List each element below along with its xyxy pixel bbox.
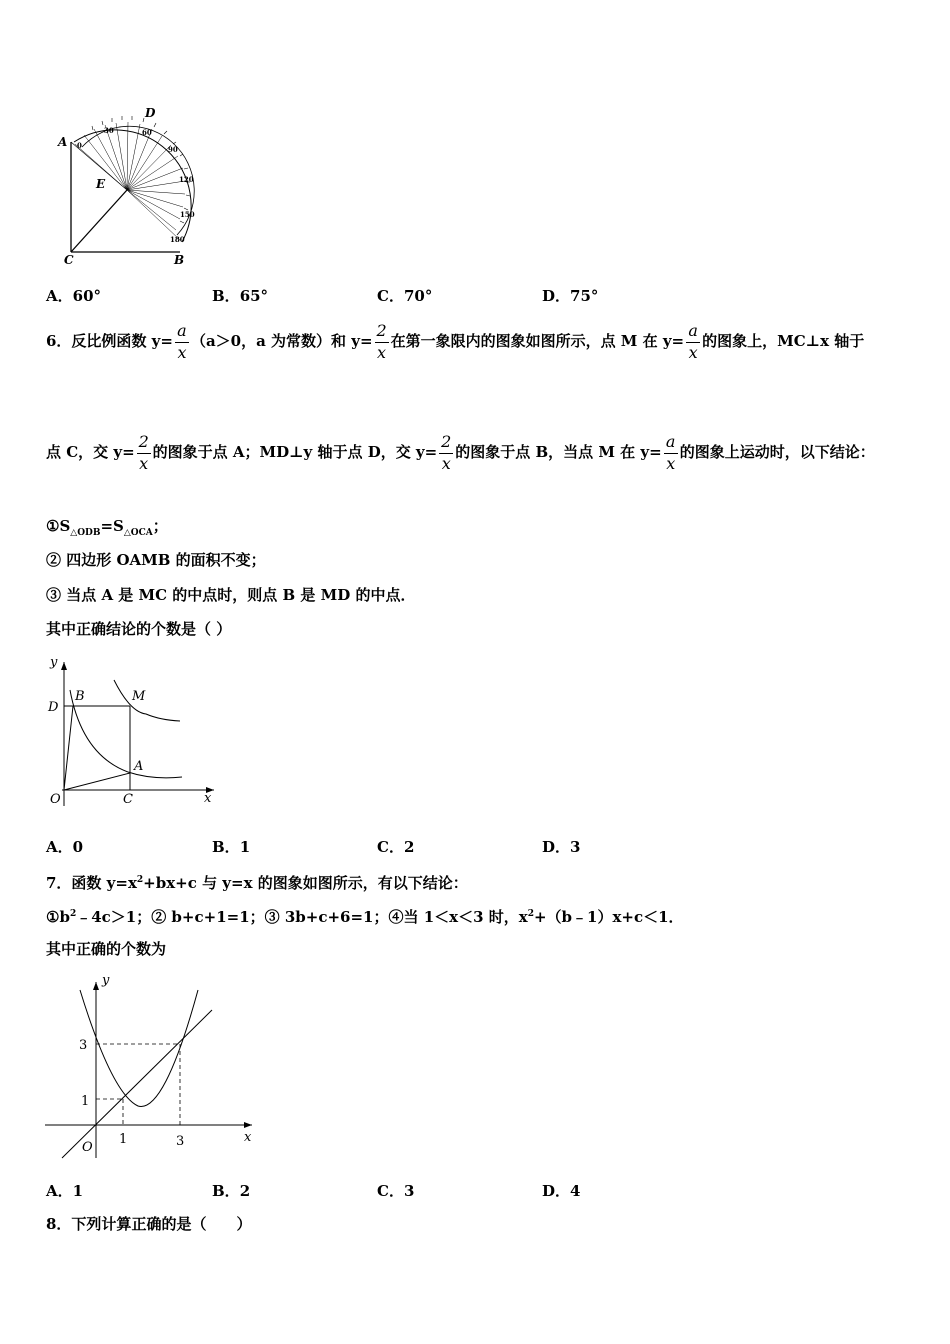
q7-conclusions	[46, 904, 684, 927]
option-b[interactable]	[212, 285, 268, 306]
origin-label: O	[82, 1140, 93, 1155]
point-label-C: C	[123, 792, 133, 807]
numerator: a	[688, 321, 698, 340]
option-letter: D．	[542, 1182, 571, 1200]
text: ﹣4c＞1；② b+c+1=1；③ 3b+c+6=1；④当 1＜x＜3 时，x	[76, 908, 528, 926]
point-label-C: C	[64, 253, 74, 267]
tick-label: 0	[77, 141, 82, 150]
option-value: 1	[239, 838, 251, 856]
point-label-E: E	[96, 177, 106, 191]
option-value: 4	[570, 1182, 581, 1200]
option-letter: D．	[542, 287, 571, 305]
superscript: 2	[136, 875, 144, 885]
option-c[interactable]	[377, 285, 432, 306]
option-letter: D．	[542, 838, 571, 856]
numerator: a	[177, 321, 187, 340]
point-label-M: M	[132, 689, 146, 704]
option-c[interactable]	[377, 1180, 414, 1201]
numerator: a	[665, 432, 676, 451]
text: 点 C，交 y=	[46, 443, 135, 461]
option-a[interactable]	[46, 285, 101, 306]
text: ①b	[46, 908, 70, 926]
q7-question: 其中正确的个数为	[46, 940, 167, 958]
point-label-D: D	[48, 700, 59, 715]
option-d[interactable]	[542, 836, 580, 857]
numerator: 2	[138, 432, 149, 451]
point-label-A: A	[58, 135, 68, 149]
q6-conclusion-1	[46, 516, 168, 543]
tick-label: 150	[180, 210, 195, 219]
numerator: 2	[441, 432, 452, 451]
denominator: x	[139, 454, 149, 473]
option-letter: C．	[377, 287, 404, 305]
option-letter: C．	[377, 838, 404, 856]
tick-label: 60	[142, 128, 152, 137]
q7-stem	[46, 870, 468, 893]
q6-stem-line1	[46, 322, 864, 362]
fraction	[664, 433, 678, 473]
option-c[interactable]	[377, 836, 414, 857]
text: 的图象于点 B，当点 M 在 y=	[455, 443, 662, 461]
option-letter: A．	[46, 1182, 73, 1200]
option-b[interactable]	[212, 836, 250, 857]
denominator: x	[177, 343, 187, 362]
superscript: 2	[527, 909, 534, 919]
text: ①S	[46, 517, 71, 535]
option-letter: A．	[46, 287, 73, 305]
fraction	[686, 322, 700, 362]
option-value: 3	[403, 1182, 415, 1200]
option-value: 0	[72, 838, 84, 856]
parabola-figure	[40, 968, 260, 1168]
q6-conclusion-2: ② 四边形 OAMB 的面积不变；	[46, 551, 266, 569]
text: （a＞0，a 为常数）和 y=	[190, 332, 373, 350]
text: +（b﹣1）x+c＜1．	[533, 908, 684, 926]
fraction	[375, 322, 389, 362]
text: 在第一象限内的图象如图所示，点 M 在 y=	[390, 332, 685, 350]
option-letter: B．	[212, 1182, 240, 1200]
tick-label: 120	[179, 175, 194, 184]
text: 的图象上，MC⊥x 轴于	[702, 332, 865, 350]
point-label-B: B	[75, 689, 85, 704]
denominator: x	[377, 343, 387, 362]
q6-question: 其中正确结论的个数是（ ）	[46, 620, 232, 638]
superscript: 2	[69, 909, 77, 919]
q8-stem: 8．下列计算正确的是（ ）	[46, 1215, 252, 1233]
text: 的图象上运动时，以下结论：	[679, 443, 875, 461]
axis-label-y: y	[102, 973, 110, 988]
option-value: 75°	[570, 287, 599, 305]
numerator: 2	[376, 321, 387, 340]
tick-label: 180	[170, 235, 185, 244]
fraction	[439, 433, 453, 473]
hyperbola-figure	[42, 650, 222, 810]
protractor-figure	[52, 100, 222, 270]
option-letter: B．	[212, 287, 240, 305]
text: =S	[100, 517, 124, 535]
option-letter: A．	[46, 838, 73, 856]
tick-label: 30	[104, 126, 114, 135]
text: 6．反比例函数 y=	[46, 332, 173, 350]
option-d[interactable]	[542, 1180, 580, 1201]
denominator: x	[441, 454, 451, 473]
q6-stem-line2	[46, 433, 875, 473]
axis-label-x: x	[244, 1130, 252, 1145]
point-label-D: D	[145, 106, 156, 120]
option-letter: C．	[377, 1182, 404, 1200]
text: 的图象于点 A；MD⊥y 轴于点 D，交 y=	[152, 443, 438, 461]
point-label-O: O	[50, 792, 61, 807]
denominator: x	[666, 454, 676, 473]
tick-label: 90	[168, 145, 178, 154]
text: +bx+c 与 y=x 的图象如图所示，有以下结论：	[143, 874, 468, 892]
option-value: 60°	[72, 287, 102, 305]
text: 7．函数 y=x	[46, 874, 137, 892]
tick-label-x1: 1	[119, 1132, 128, 1147]
point-label-B: B	[174, 253, 185, 267]
option-value: 3	[570, 838, 581, 856]
point-label-A: A	[134, 759, 144, 774]
axis-label-x: x	[204, 791, 212, 806]
option-b[interactable]	[212, 1180, 250, 1201]
fraction	[175, 322, 189, 362]
subscript: △OCA	[123, 528, 153, 538]
tick-label-y3: 3	[79, 1038, 88, 1053]
option-value: 1	[72, 1182, 84, 1200]
option-d[interactable]	[542, 285, 598, 306]
option-value: 70°	[403, 287, 433, 305]
option-value: 65°	[239, 287, 269, 305]
fraction	[137, 433, 151, 473]
text: ；	[152, 517, 168, 535]
subscript: △ODB	[70, 528, 101, 538]
option-letter: B．	[212, 838, 240, 856]
option-a[interactable]	[46, 1180, 83, 1201]
option-a[interactable]	[46, 836, 83, 857]
q6-conclusion-3: ③ 当点 A 是 MC 的中点时，则点 B 是 MD 的中点．	[46, 586, 416, 604]
denominator: x	[688, 343, 698, 362]
option-value: 2	[239, 1182, 251, 1200]
tick-label-x3: 3	[176, 1134, 185, 1149]
axis-label-y: y	[50, 655, 58, 670]
tick-label-y1: 1	[81, 1094, 90, 1109]
option-value: 2	[403, 838, 415, 856]
